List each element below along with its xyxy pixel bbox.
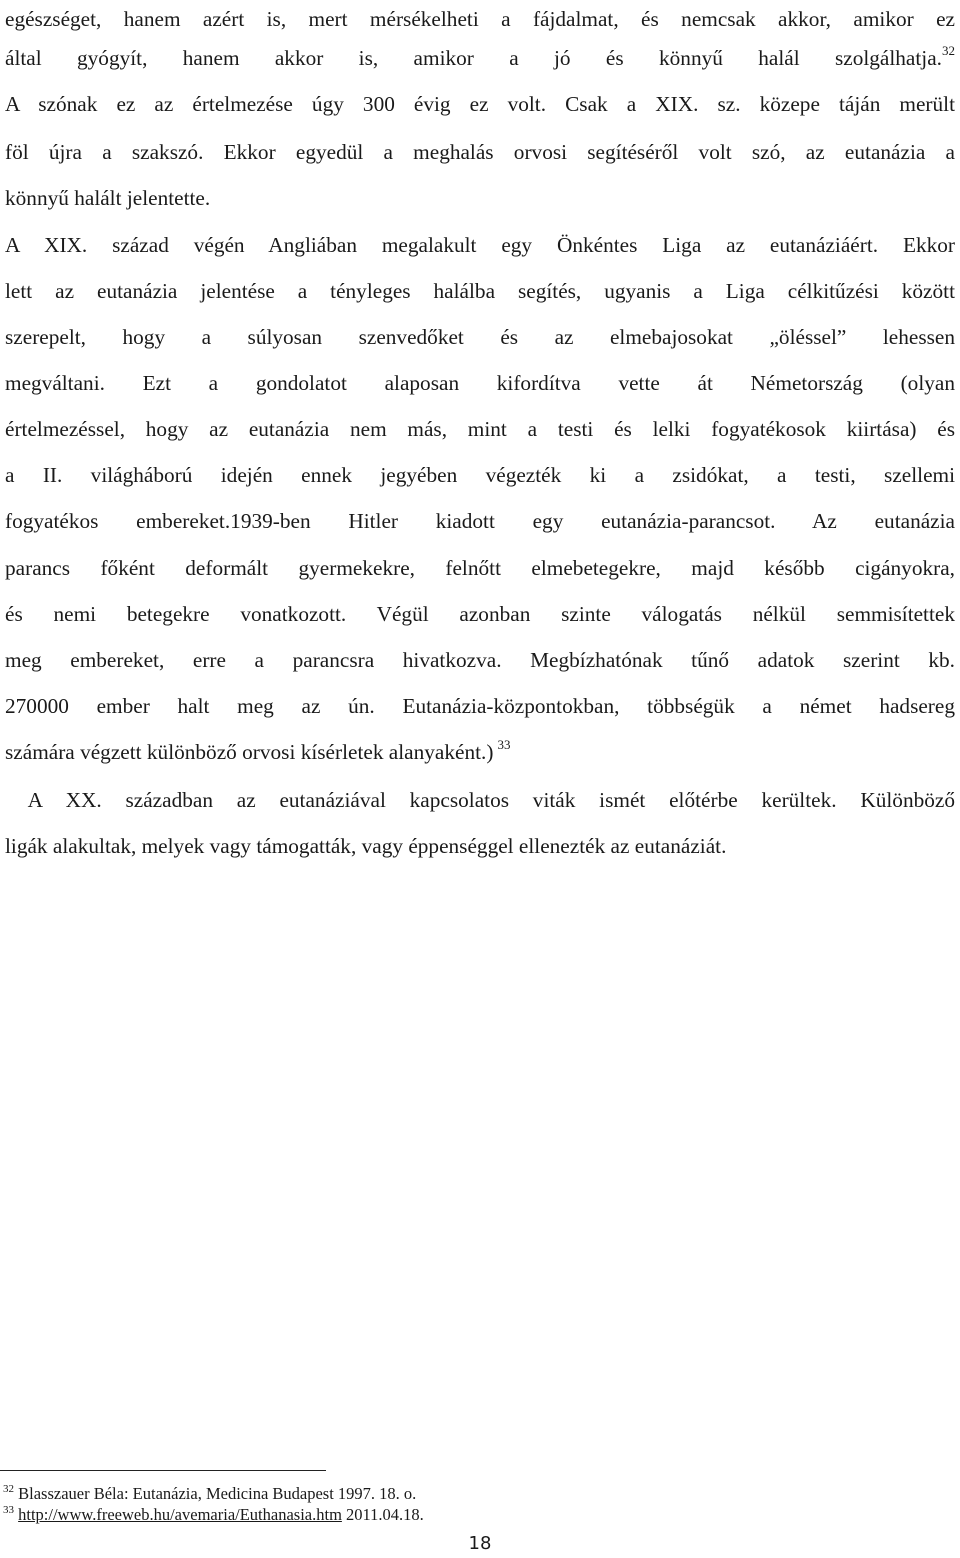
line-text: meg embereket, erre a parancsra hivatkozva. Megbízhatónak tűnő adatok szerint kb. (5, 648, 955, 672)
line-text: 270000 ember halt meg az ún. Eutanázia-központokban, többségük a német hadsereg (5, 694, 955, 718)
body-line-13 (5, 553, 955, 583)
body-line-7 (5, 276, 955, 306)
body-line-18 (5, 785, 955, 815)
line-text: egészséget, hanem azért is, mert mérsékelheti a fájdalmat, és nemcsak akkor, amikor ez (5, 7, 955, 31)
footnote-33 (3, 1505, 424, 1525)
body-line-14 (5, 599, 955, 629)
footnote-date: 2011.04.18. (346, 1505, 424, 1524)
footnote-link[interactable]: http://www.freeweb.hu/avemaria/Euthanasia.htm (18, 1505, 342, 1524)
page-number: 18 (468, 1533, 492, 1554)
body-line-12 (5, 506, 955, 536)
body-line-8 (5, 322, 955, 352)
line-text: és nemi betegekre vonatkozott. Végül azonban szinte válogatás nélkül semmisítettek (5, 602, 955, 626)
body-line-4 (5, 137, 955, 167)
body-line-19 (5, 831, 955, 861)
line-text: könnyű halált jelentette. (5, 186, 211, 210)
footnote-ref-33[interactable]: 33 (497, 736, 511, 752)
footnote-ref-32[interactable]: 32 (942, 42, 955, 58)
line-text: megváltani. Ezt a gondolatot alaposan kifordítva vette át Németország (olyan (5, 371, 955, 395)
line-text: A XIX. század végén Angliában megalakult egy Önkéntes Liga az eutanáziáért. Ekkor (5, 233, 955, 257)
body-line-15 (5, 645, 955, 675)
body-line-10 (5, 414, 955, 444)
body-line-9 (5, 368, 955, 398)
line-text: számára végzett különböző orvosi kísérletek alanyaként.) (5, 740, 494, 764)
line-text: lett az eutanázia jelentése a tényleges halálba segítés, ugyanis a Liga célkitűzési között (5, 279, 955, 303)
footnote-text: Blasszauer Béla: Eutanázia, Medicina Budapest 1997. 18. o. (18, 1484, 417, 1503)
line-text: A XX. században az eutanáziával kapcsolatos viták ismét előtérbe kerültek. Különböző (5, 788, 955, 812)
line-text: fogyatékos embereket.1939-ben Hitler kiadott egy eutanázia-parancsot. Az eutanázia (5, 509, 955, 533)
line-text: a II. világháború idején ennek jegyében végezték ki a zsidókat, a testi, szellemi (5, 463, 955, 487)
body-line-3 (5, 89, 955, 119)
line-text: által gyógyít, hanem akkor is, amikor a jó és könnyű halál szolgálhatja. (5, 46, 942, 70)
line-text: ligák alakultak, melyek vagy támogatták, vagy éppenséggel ellenezték az eutanáziát. (5, 834, 727, 858)
body-line-11 (5, 460, 955, 490)
line-text: föl újra a szakszó. Ekkor egyedül a meghalás orvosi segítéséről volt szó, az eutanázia a (5, 140, 955, 164)
line-text: értelmezéssel, hogy az eutanázia nem más, mint a testi és lelki fogyatékosok kiirtása) és (5, 417, 955, 441)
line-text: szerepelt, hogy a súlyosan szenvedőket és az elmebajosokat „öléssel” lehessen (5, 325, 955, 349)
footnote-separator (0, 1470, 326, 1471)
body-line-2 (5, 43, 955, 73)
body-line-5 (5, 183, 955, 213)
body-line-1 (5, 4, 955, 34)
line-text: A szónak ez az értelmezése úgy 300 évig ez volt. Csak a XIX. sz. közepe táján merült (5, 92, 955, 116)
footnote-32 (3, 1484, 416, 1504)
footnote-number: 33 (3, 1503, 14, 1516)
footnote-number: 32 (3, 1482, 14, 1495)
body-line-6 (5, 230, 955, 260)
line-text: parancs főként deformált gyermekekre, felnőtt elmebetegekre, majd később cigányokra, (5, 556, 955, 580)
body-line-16 (5, 691, 955, 721)
body-line-17 (5, 737, 955, 767)
